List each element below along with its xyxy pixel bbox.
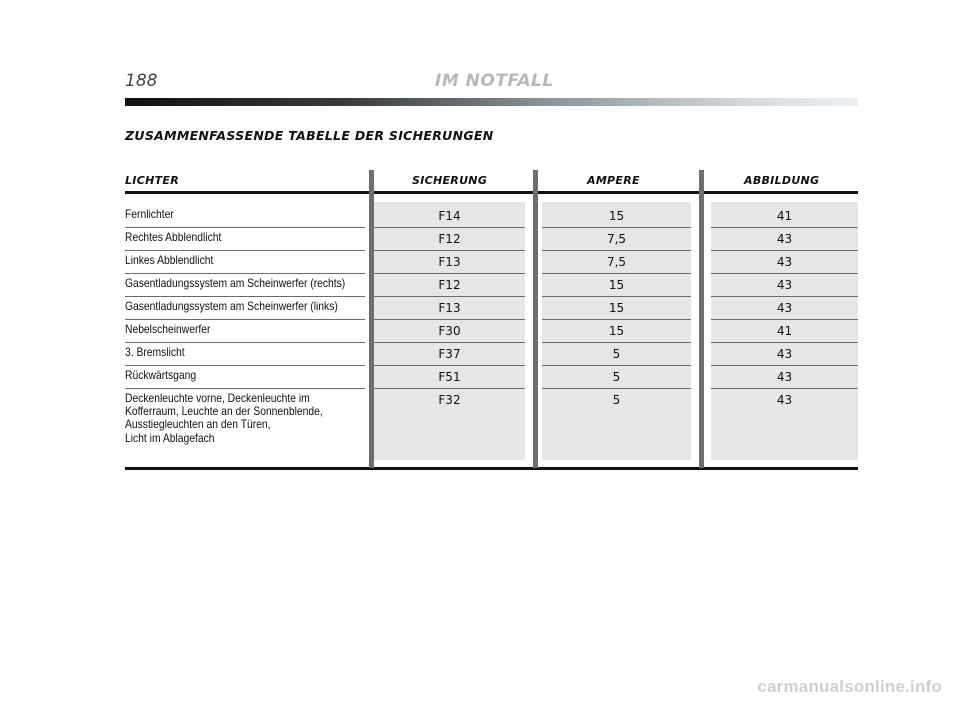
row-separator <box>542 365 691 366</box>
fuse-cell: F13 <box>438 301 461 315</box>
fuse-cell: F37 <box>438 347 461 361</box>
ampere-cell: 15 <box>608 324 625 338</box>
fuse-cell: F12 <box>438 278 461 292</box>
figure-cell: 43 <box>776 370 793 384</box>
column-divider <box>699 170 704 468</box>
row-separator <box>711 365 858 366</box>
table-bottom-rule <box>125 467 858 470</box>
row-separator <box>711 342 858 343</box>
row-separator <box>374 319 525 320</box>
row-separator <box>374 250 525 251</box>
row-separator <box>374 388 525 389</box>
ampere-cell: 5 <box>612 370 621 384</box>
row-label: Gasentladungssystem am Scheinwerfer (rechts) <box>125 276 346 290</box>
figure-cell: 43 <box>776 255 793 269</box>
figure-cell: 43 <box>776 393 793 407</box>
ampere-cell: 5 <box>612 393 621 407</box>
fuse-cell: F30 <box>438 324 461 338</box>
ampere-cell: 15 <box>608 301 625 315</box>
row-separator <box>374 296 525 297</box>
ampere-cell: 7,5 <box>606 255 627 269</box>
row-separator <box>125 342 365 343</box>
row-separator <box>125 227 365 228</box>
row-separator <box>374 342 525 343</box>
ampere-cell: 15 <box>608 209 625 223</box>
column-divider <box>533 170 538 468</box>
row-separator <box>374 365 525 366</box>
column-header-sicherung: SICHERUNG <box>412 174 488 187</box>
figure-cell: 43 <box>776 232 793 246</box>
row-label: Rückwärtsgang <box>125 368 197 382</box>
row-separator <box>711 319 858 320</box>
row-separator <box>542 296 691 297</box>
fuse-cell: F12 <box>438 232 461 246</box>
ampere-cell: 15 <box>608 278 625 292</box>
row-label: Nebelscheinwerfer <box>125 322 211 336</box>
row-separator <box>125 365 365 366</box>
row-label-line: Deckenleuchte vorne, Deckenleuchte im <box>125 391 310 405</box>
fuse-cell: F51 <box>438 370 461 384</box>
row-separator <box>125 296 365 297</box>
header-rule <box>125 98 858 106</box>
row-separator <box>542 319 691 320</box>
row-separator <box>125 250 365 251</box>
figure-cell: 43 <box>776 347 793 361</box>
figure-cell: 41 <box>776 324 793 338</box>
row-separator <box>542 227 691 228</box>
row-separator <box>125 388 365 389</box>
page-number: 188 <box>125 71 158 91</box>
section-title: IM NOTFALL <box>435 71 554 91</box>
fuse-cell: F32 <box>438 393 461 407</box>
row-separator <box>374 227 525 228</box>
row-separator <box>542 250 691 251</box>
row-label <box>125 392 331 445</box>
row-label-line: Kofferraum, Leuchte an der Sonnenblende, <box>125 404 323 419</box>
row-separator <box>374 273 525 274</box>
row-separator <box>711 388 858 389</box>
row-label: Fernlichter <box>125 207 174 221</box>
figure-cell: 43 <box>776 278 793 292</box>
column-header-lichter: LICHTER <box>125 174 179 187</box>
row-label: Rechtes Abblendlicht <box>125 230 222 244</box>
row-separator <box>711 227 858 228</box>
row-separator <box>711 273 858 274</box>
row-separator <box>711 250 858 251</box>
ampere-cell: 7,5 <box>606 232 627 246</box>
row-separator <box>542 388 691 389</box>
watermark: carmanualsonline.info <box>757 677 942 696</box>
row-separator <box>125 273 365 274</box>
row-separator <box>125 319 365 320</box>
row-label: Linkes Abblendlicht <box>125 253 214 267</box>
column-header-ampere: AMPERE <box>587 174 640 187</box>
fuse-cell: F13 <box>438 255 461 269</box>
row-label: 3. Bremslicht <box>125 345 185 359</box>
row-label: Gasentladungssystem am Scheinwerfer (links) <box>125 299 338 313</box>
ampere-cell: 5 <box>612 347 621 361</box>
row-separator <box>542 342 691 343</box>
fuse-cell: F14 <box>438 209 461 223</box>
row-separator <box>711 296 858 297</box>
figure-cell: 43 <box>776 301 793 315</box>
table-title: ZUSAMMENFASSENDE TABELLE DER SICHERUNGEN <box>125 128 494 143</box>
row-separator <box>542 273 691 274</box>
row-label-line: Ausstiegleuchten an den Türen, <box>125 417 271 432</box>
table-top-rule <box>125 191 858 194</box>
row-label-line: Licht im Ablagefach <box>125 430 215 445</box>
column-header-abbildung: ABBILDUNG <box>744 174 820 187</box>
figure-cell: 41 <box>776 209 793 223</box>
